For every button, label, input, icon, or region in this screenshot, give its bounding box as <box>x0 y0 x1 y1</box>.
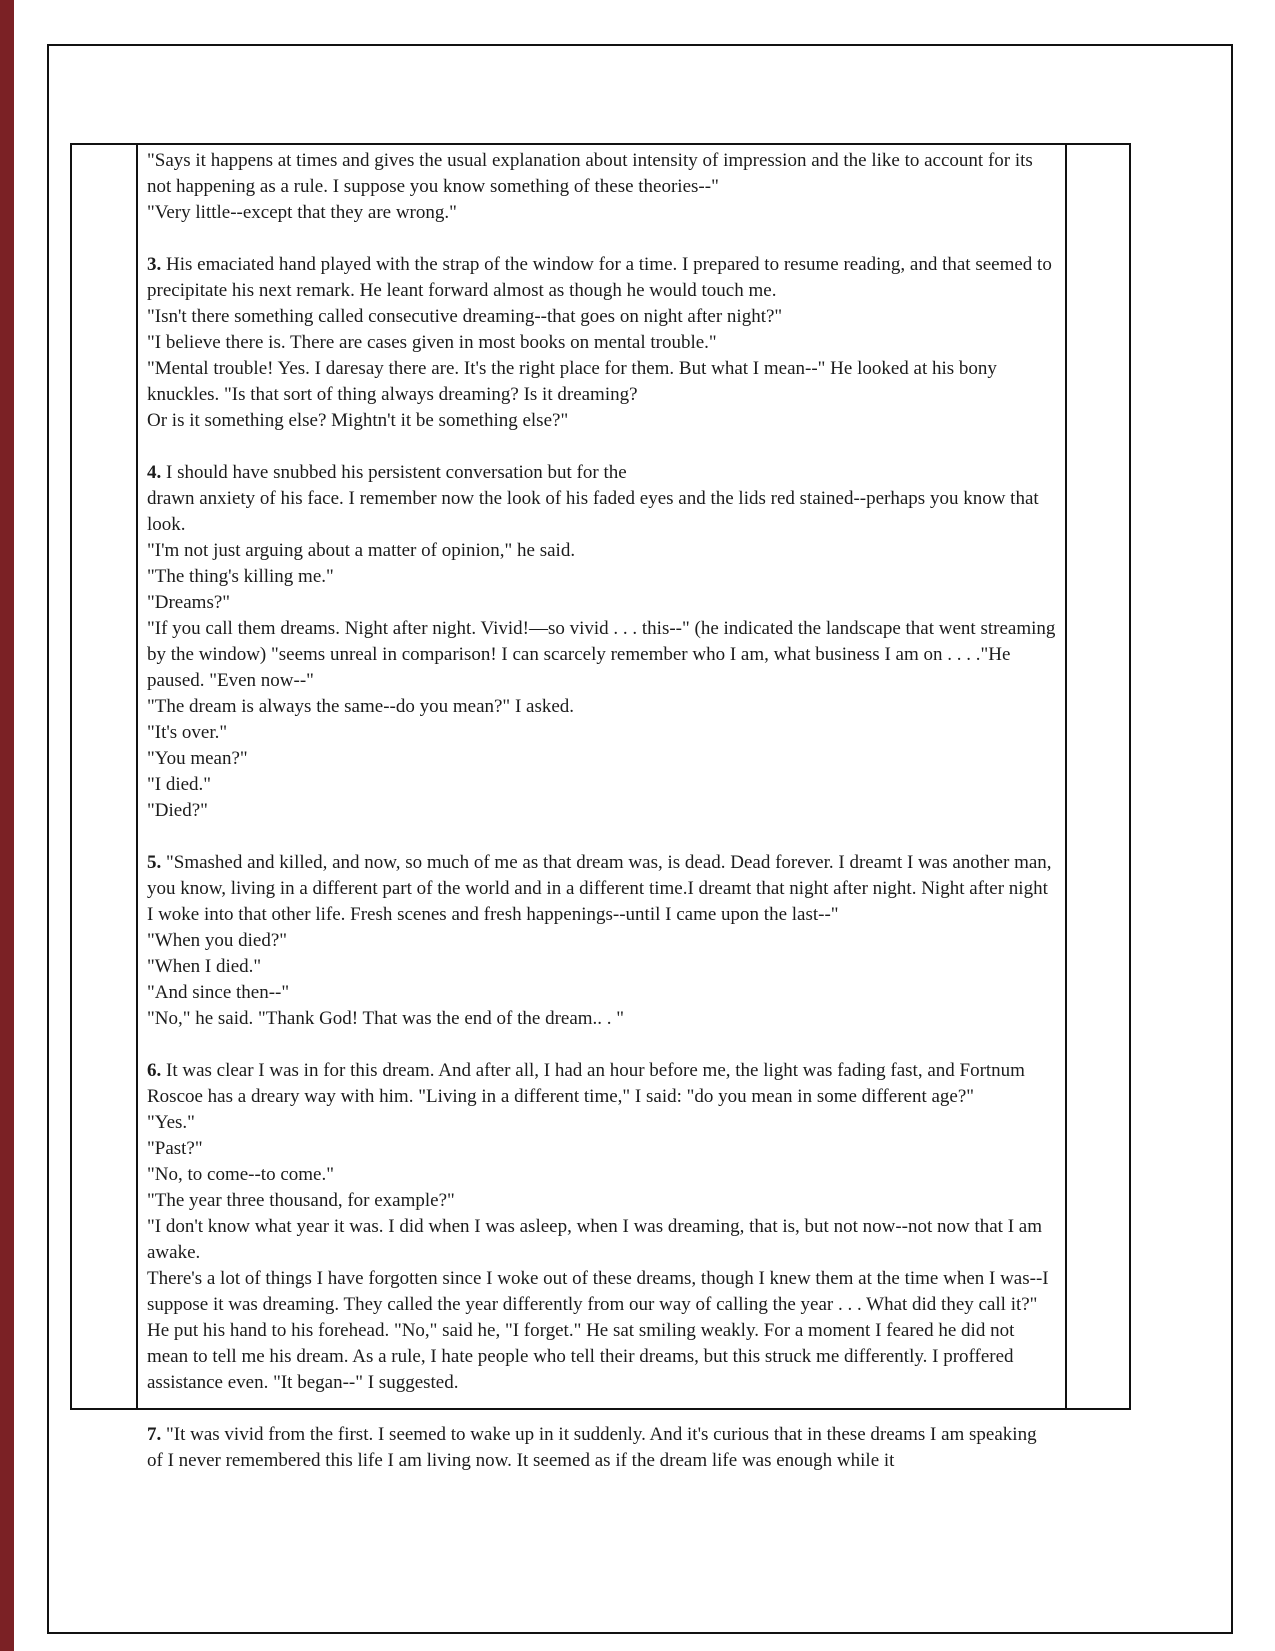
text-line: There's a lot of things I have forgotten since I woke out of these dreams, though I knew them at the time when I was--I suppose it was dreaming. They called the year differently from our way of calling the year . . . What did they call it?" He put his hand to his forehead. "No," said he, "I forget." He sat smiling weakly. For a moment I feared he did not mean to tell me his dream. As a rule, I hate people who tell their dreams, but this struck me differently. I proffered assistance even. "It began--" I suggested. <box>147 1268 1049 1393</box>
paragraph <box>147 850 1056 1032</box>
text-line: 6. It was clear I was in for this dream. And after all, I had an hour before me, the light was fading fast, and Fortnum Roscoe has a dreary way with him. "Living in a different time," I said: "do you mean in some different age?" <box>147 1060 1025 1107</box>
text-line: "Dreams?" <box>147 592 231 613</box>
text-line: "Yes." <box>147 1112 195 1133</box>
text-line: 7. "It was vivid from the first. I seemed to wake up in it suddenly. And it's curious that in these dreams I am speaking of I never remembered this life I am living now. It seemed as if the dream life was enough while it <box>147 1424 1037 1471</box>
text-line: "Isn't there something called consecutive dreaming--that goes on night after night?" <box>147 306 783 327</box>
paragraph <box>147 252 1056 434</box>
left-margin-cell <box>72 145 138 1408</box>
text-line: "It's over." <box>147 722 228 743</box>
text-line: "Died?" <box>147 800 208 821</box>
text-line: "No," he said. "Thank God! That was the end of the dream.. . " <box>147 1008 625 1029</box>
text-line: "The thing's killing me." <box>147 566 334 587</box>
text-line: 3. His emaciated hand played with the strap of the window for a time. I prepared to resume reading, and that seemed to precipitate his next remark. He leant forward almost as though he would touch me. <box>147 254 1052 301</box>
text-line: drawn anxiety of his face. I remember now the look of his faded eyes and the lids red stained--perhaps you know that look. <box>147 488 1039 535</box>
text-line: "Says it happens at times and gives the usual explanation about intensity of impression and the like to account for its not happening as a rule. I suppose you know something of these theories--" <box>147 150 1033 197</box>
right-margin-cell <box>1065 145 1129 1408</box>
text-line: "You mean?" <box>147 748 248 769</box>
text-line: "Past?" <box>147 1138 203 1159</box>
text-line: 4. I should have snubbed his persistent conversation but for the <box>147 462 627 483</box>
paragraph <box>147 1422 1056 1474</box>
text-line: "When I died." <box>147 956 262 977</box>
paragraph-number: 6. <box>147 1060 166 1081</box>
paragraph <box>147 1058 1056 1396</box>
paragraph <box>147 460 1056 824</box>
text-line: "The dream is always the same--do you mean?" I asked. <box>147 696 575 717</box>
text-line: "If you call them dreams. Night after night. Vivid!—so vivid . . . this--" (he indicated the landscape that went streaming by the window) "seems unreal in comparison! I can scarcely remember who I am, what business I am on . . . ."He paused. "Even now--" <box>147 618 1056 691</box>
text-line: Or is it something else? Mightn't it be something else?" <box>147 410 569 431</box>
page-edge-stripe <box>0 0 14 1651</box>
text-line: "I'm not just arguing about a matter of opinion," he said. <box>147 540 576 561</box>
paragraph <box>147 148 1056 226</box>
text-line: "Mental trouble! Yes. I daresay there are. It's the right place for them. But what I mean--" He looked at his bony knuckles. "Is that sort of thing always dreaming? Is it dreaming? <box>147 358 997 405</box>
paragraph-number: 7. <box>147 1424 166 1445</box>
text-line: "I believe there is. There are cases given in most books on mental trouble." <box>147 332 717 353</box>
text-line: "When you died?" <box>147 930 288 951</box>
text-line: "The year three thousand, for example?" <box>147 1190 455 1211</box>
text-line: "No, to come--to come." <box>147 1164 334 1185</box>
paragraph-number: 5. <box>147 852 166 873</box>
text-line: "Very little--except that they are wrong." <box>147 202 457 223</box>
paragraph-number: 3. <box>147 254 166 275</box>
content-table <box>70 143 1131 1471</box>
text-cell <box>138 145 1065 1471</box>
paragraph-number: 4. <box>147 462 166 483</box>
text-line: "I don't know what year it was. I did when I was asleep, when I was dreaming, that is, but not now--not now that I am awake. <box>147 1216 1043 1263</box>
text-line: "And since then--" <box>147 982 290 1003</box>
text-line: "I died." <box>147 774 212 795</box>
text-line: 5. "Smashed and killed, and now, so much of me as that dream was, is dead. Dead forever. I dreamt I was another man, you know, living in a different part of the world and in a different time.I dreamt that night after night. Night after night I woke into that other life. Fresh scenes and fresh happenings--until I came upon the last--" <box>147 852 1052 925</box>
